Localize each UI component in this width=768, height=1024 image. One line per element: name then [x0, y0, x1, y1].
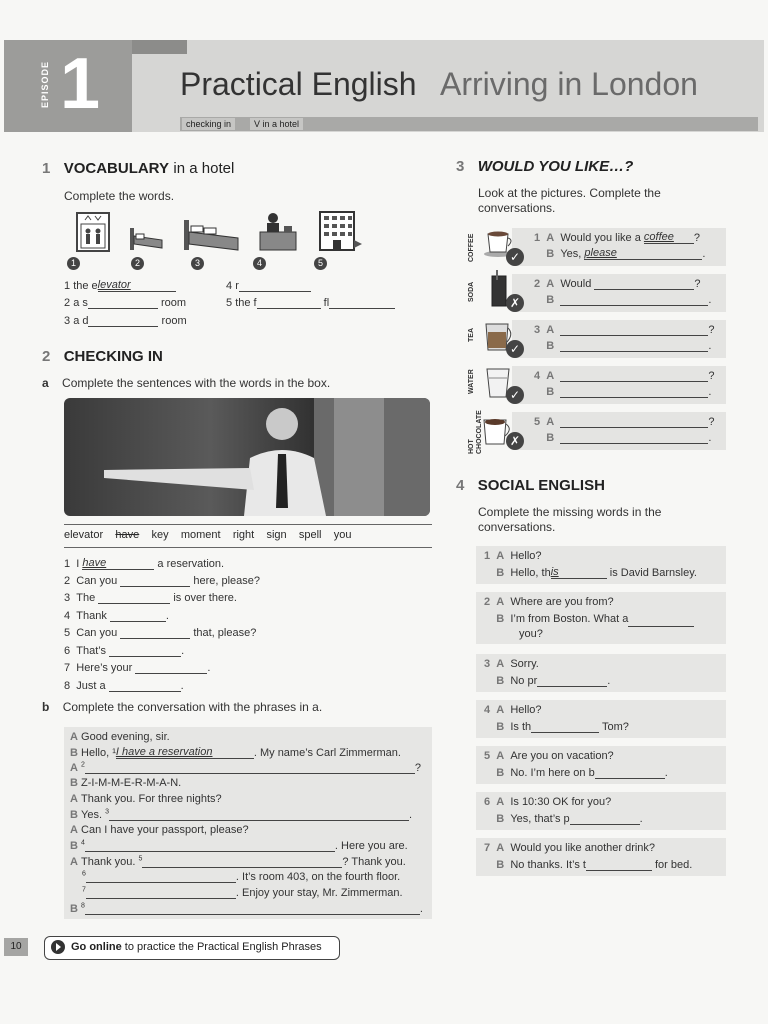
answer-field[interactable]: [329, 296, 395, 309]
answer-field[interactable]: levator: [98, 279, 176, 292]
sentence-2: 2 Can you here, please?: [64, 575, 260, 587]
answer-field[interactable]: coffee: [644, 231, 694, 244]
answer-field[interactable]: [560, 293, 708, 306]
answer-field[interactable]: [120, 626, 190, 639]
cross-mark-icon: ✗: [506, 294, 524, 312]
conv-line-7: A Can I have your passport, please?: [70, 824, 249, 836]
answer-field[interactable]: [239, 279, 311, 292]
answer-field[interactable]: [88, 314, 158, 327]
answer-field[interactable]: [142, 855, 342, 868]
bed-icon: [128, 226, 166, 252]
conv-line-8: B $^4$ . Here you are.: [70, 839, 408, 852]
conv-line-1: A Good evening, sir.: [70, 731, 170, 743]
answer-field[interactable]: [257, 296, 321, 309]
drink-label-water: WATER: [468, 369, 475, 394]
sentence-7: 7 Here’s your .: [64, 662, 211, 674]
answer-field[interactable]: [85, 902, 420, 915]
answer-field[interactable]: is: [551, 566, 607, 579]
double-bed-icon: [182, 218, 242, 254]
would-instruction: Look at the pictures. Complete the conversations.: [478, 186, 661, 215]
word-box-list: elevator have key moment right sign spell you: [64, 529, 352, 541]
social-6-a: 6 A Is 10:30 OK for you?: [484, 796, 612, 808]
tag-vocab: V in a hotel: [250, 118, 303, 130]
hotel-reception-photo: [64, 398, 430, 516]
drink-2-a: 2 A Would ?: [534, 278, 701, 290]
social-2-a: 2 A Where are you from?: [484, 596, 614, 608]
sentence-1: 1 I have a reservation.: [64, 557, 225, 570]
building-icon: [318, 210, 364, 252]
section-number: 4: [456, 477, 465, 494]
answer-field[interactable]: [86, 886, 236, 899]
answer-field[interactable]: [537, 674, 607, 687]
vocab-item-4: 4 r: [226, 279, 311, 292]
check-mark-icon: ✓: [506, 386, 524, 404]
answer-field[interactable]: [85, 839, 335, 852]
tag-checking-in: checking in: [182, 118, 235, 130]
answer-field[interactable]: [88, 296, 158, 309]
episode-label: EPISODE: [40, 60, 50, 108]
answer-field[interactable]: [109, 808, 409, 821]
episode-number: 1: [60, 44, 101, 124]
section-title: WOULD YOU LIKE…?: [477, 158, 634, 175]
check-mark-icon: ✓: [506, 248, 524, 266]
section-vocabulary-heading: [42, 160, 234, 178]
answer-field[interactable]: [594, 277, 694, 290]
answer-field[interactable]: [120, 574, 190, 587]
social-3-b: B No pr .: [496, 675, 611, 687]
sentence-5: 5 Can you that, please?: [64, 627, 257, 639]
social-instruction: Complete the missing words in the conversations.: [478, 505, 662, 534]
conv-line-4: B Z-I-M-M-E-R-M-A-N.: [70, 777, 182, 789]
conv-line-10: $^6$ . It’s room 403, on the fourth floor.: [82, 870, 401, 883]
drink-1-b: B Yes, please .: [546, 247, 706, 260]
checking-b-instruction: b Complete the conversation with the phrases in a.: [42, 700, 323, 714]
drink-label-hot-chocolate: HOT CHOCOLATE: [468, 410, 483, 454]
answer-field[interactable]: [85, 761, 415, 774]
answer-field[interactable]: [570, 812, 640, 825]
answer-field[interactable]: [110, 609, 166, 622]
answer-field[interactable]: [628, 614, 694, 627]
elevator-icon: [76, 212, 110, 252]
social-5-a: 5 A Are you on vacation?: [484, 750, 614, 762]
sentence-6: 6 That’s .: [64, 645, 185, 657]
drink-label-soda: SODA: [468, 281, 475, 302]
answer-field[interactable]: [560, 323, 708, 336]
conv-line-3: A $^2$ ?: [70, 761, 422, 774]
drink-3-a: 3 A ?: [534, 324, 715, 336]
social-3-a: 3 A Sorry.: [484, 658, 539, 670]
conv-line-11: $^7$ . Enjoy your stay, Mr. Zimmerman.: [82, 886, 403, 899]
sentence-8: 8 Just a .: [64, 680, 184, 692]
social-2-b: B I’m from Boston. What a you?: [484, 612, 724, 642]
social-4-b: B Is th Tom?: [496, 721, 629, 733]
social-7-a: 7 A Would you like another drink?: [484, 842, 656, 854]
drink-5-b: B .: [546, 432, 712, 444]
drink-4-b: B .: [546, 386, 712, 398]
social-6-b: B Yes, that’s p .: [496, 813, 643, 825]
drink-2-b: B .: [546, 294, 712, 306]
social-1-a: 1 A Hello?: [484, 550, 542, 562]
page-title: Practical English: [180, 66, 417, 102]
picture-number-4: 4: [253, 257, 266, 270]
conv-line-6: B Yes. $^3$ .: [70, 808, 413, 821]
picture-number-5: 5: [314, 257, 327, 270]
answer-field[interactable]: [595, 766, 665, 779]
page-subtitle: Arriving in London: [440, 66, 698, 102]
page-number: 10: [4, 938, 28, 956]
drink-4-a: 4 A ?: [534, 370, 715, 382]
social-5-b: B No. I’m here on b .: [496, 767, 668, 779]
go-online-link[interactable]: [44, 936, 340, 960]
drink-5-a: 5 A ?: [534, 416, 715, 428]
section-social-heading: [456, 477, 605, 495]
checking-a-instruction: a Complete the sentences with the words in the box.: [42, 376, 331, 390]
answer-field[interactable]: I have a reservation: [116, 746, 254, 759]
answer-field[interactable]: [531, 720, 599, 733]
vocab-item-5: 5 the f fl: [226, 296, 395, 309]
answer-field[interactable]: please: [584, 247, 702, 260]
conv-line-2: B Hello, ¹I have a reservation . My name’s Carl Zimmerman.: [70, 746, 401, 759]
answer-field[interactable]: [86, 870, 236, 883]
drink-label-coffee: COFFEE: [468, 233, 475, 262]
drink-3-b: B .: [546, 340, 712, 352]
section-would-heading: [456, 158, 633, 176]
sentence-4: 4 Thank .: [64, 610, 169, 622]
conv-line-12: B $^8$ .: [70, 902, 423, 915]
section-number: 1: [42, 160, 51, 177]
picture-number-1: 1: [67, 257, 80, 270]
episode-stripe: [132, 40, 187, 54]
answer-field[interactable]: [98, 591, 170, 604]
answer-field[interactable]: [560, 339, 708, 352]
picture-number-3: 3: [191, 257, 204, 270]
social-4-a: 4 A Hello?: [484, 704, 542, 716]
answer-field[interactable]: [109, 679, 181, 692]
go-online-text: Go online to practice the Practical English Phrases: [71, 941, 322, 953]
section-checking-heading: [42, 348, 163, 366]
picture-number-2: 2: [131, 257, 144, 270]
answer-field[interactable]: have: [82, 557, 154, 570]
section-number: 3: [456, 158, 465, 175]
conv-line-9: A Thank you. $^5$ ? Thank you.: [70, 855, 406, 868]
answer-field[interactable]: [560, 431, 708, 444]
answer-field[interactable]: [135, 661, 207, 674]
answer-field[interactable]: [586, 858, 652, 871]
arrow-circle-icon: [51, 940, 65, 954]
answer-field[interactable]: [560, 415, 708, 428]
vocab-instruction: Complete the words.: [64, 189, 175, 203]
section-title: VOCABULARY: [63, 160, 169, 177]
answer-field[interactable]: [560, 385, 708, 398]
check-mark-icon: ✓: [506, 340, 524, 358]
section-title: CHECKING IN: [63, 348, 163, 365]
social-1-b: B Hello, this is David Barnsley.: [496, 566, 697, 579]
reception-desk-icon: [258, 210, 298, 252]
vocab-item-2: 2 a s room: [64, 297, 186, 309]
word-box: [64, 524, 432, 548]
answer-field[interactable]: [109, 644, 181, 657]
drink-1-a: 1 A Would you like a coffee ?: [534, 231, 701, 244]
sentence-3: 3 The is over there.: [64, 592, 237, 604]
section-number: 2: [42, 348, 51, 365]
conv-line-5: A Thank you. For three nights?: [70, 793, 222, 805]
section-subtitle: in a hotel: [173, 160, 235, 177]
social-7-b: B No thanks. It’s t for bed.: [496, 859, 693, 871]
drink-label-tea: TEA: [468, 328, 475, 342]
section-title: SOCIAL ENGLISH: [477, 477, 605, 494]
vocab-item-1: 1 the elevator: [64, 279, 176, 292]
cross-mark-icon: ✗: [506, 432, 524, 450]
answer-field[interactable]: [560, 369, 708, 382]
vocab-item-3: 3 a d room: [64, 315, 187, 327]
